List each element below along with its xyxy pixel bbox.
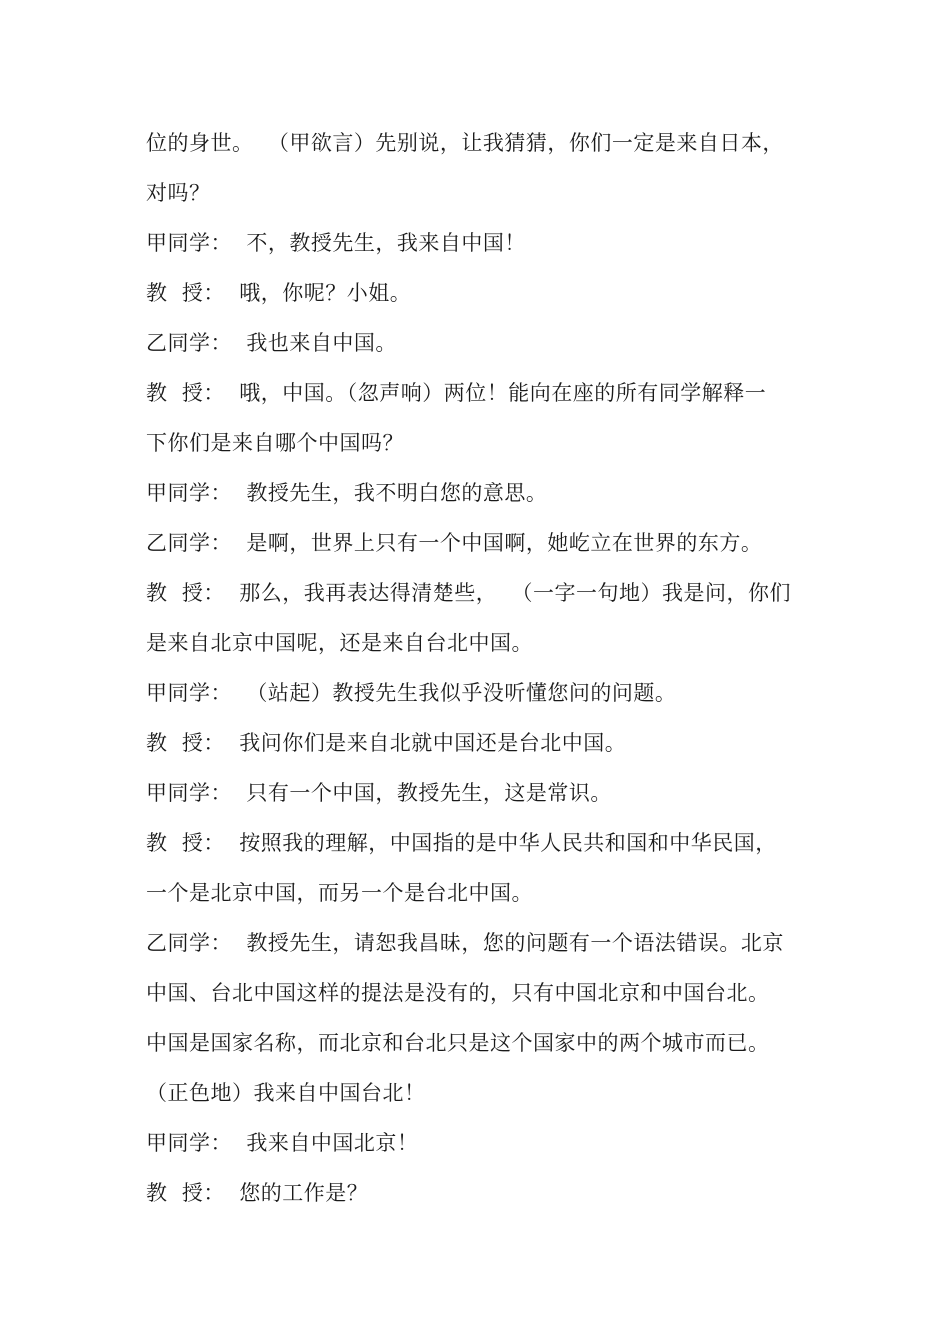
text-line: 教 授： 我问你们是来自北就中国还是台北中国。 <box>146 731 627 755</box>
text-line: 教 授： 您的工作是？ <box>146 1181 369 1205</box>
text-line: 甲同学： （站起）教授先生我似乎没听懂您问的问题。 <box>146 681 677 705</box>
text-line: 中国、台北中国这样的提法是没有的，只有中国北京和中国台北。 <box>146 981 770 1005</box>
text-line: 对吗？ <box>146 181 211 205</box>
text-line: 下你们是来自哪个中国吗？ <box>146 431 404 455</box>
text-line: 乙同学： 是啊，世界上只有一个中国啊，她屹立在世界的东方。 <box>146 531 763 555</box>
text-line: 甲同学： 只有一个中国，教授先生，这是常识。 <box>146 781 612 805</box>
text-line: 中国是国家名称，而北京和台北只是这个国家中的两个城市而已。 <box>146 1031 770 1055</box>
text-line: 甲同学： 教授先生，我不明白您的意思。 <box>146 481 548 505</box>
text-line: 位的身世。 （甲欲言）先别说，让我猜猜，你们一定是来自日本， <box>146 131 784 155</box>
text-line: 教 授： 那么，我再表达得清楚些， （一字一句地）我是问，你们 <box>146 581 792 605</box>
text-line: 乙同学： 教授先生，请恕我昌昧，您的问题有一个语法错误。北京 <box>146 931 784 955</box>
text-line: 一个是北京中国，而另一个是台北中国。 <box>146 881 533 905</box>
text-line: 是来自北京中国呢，还是来自台北中国。 <box>146 631 533 655</box>
text-line: 教 授： 哦，你呢？小姐。 <box>146 281 412 305</box>
text-line: 甲同学： 不，教授先生，我来自中国！ <box>146 231 526 255</box>
text-line: 乙同学： 我也来自中国。 <box>146 331 397 355</box>
text-line: 教 授： 哦，中国。（忽声响）两位！能向在座的所有同学解释一 <box>146 381 767 405</box>
text-line: （正色地）我来自中国台北！ <box>146 1081 426 1105</box>
text-line: 甲同学： 我来自中国北京！ <box>146 1131 419 1155</box>
document-body <box>146 118 816 1218</box>
text-line: 教 授： 按照我的理解，中国指的是中华人民共和国和中华民国， <box>146 831 777 855</box>
